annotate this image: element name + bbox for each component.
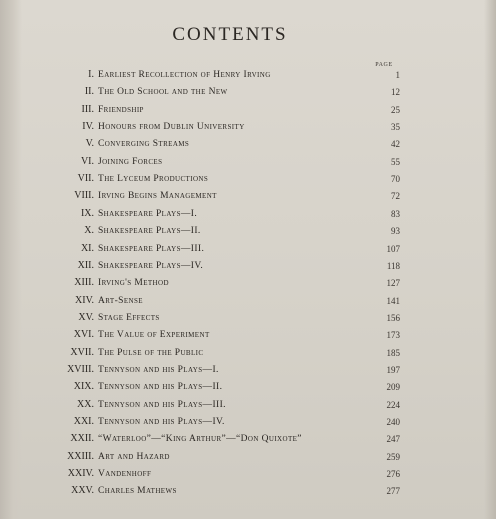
chapter-page-number: 141 <box>386 295 400 306</box>
toc-entry <box>40 328 400 342</box>
toc-entry <box>40 85 400 99</box>
chapter-page-number: 259 <box>386 451 400 462</box>
chapter-number: X. <box>84 225 94 237</box>
chapter-title: Earliest Recollection of Henry Irving <box>98 70 271 80</box>
chapter-title: The Value of Experiment <box>98 330 210 341</box>
chapter-page-number: 240 <box>386 417 400 427</box>
chapter-title: Friendship <box>98 104 144 115</box>
chapter-number: XXI. <box>73 416 94 427</box>
chapter-number: VIII. <box>74 190 94 202</box>
chapter-page-number: 72 <box>391 191 400 202</box>
chapter-number: XIV. <box>75 294 94 306</box>
chapter-title: Shakespeare Plays—IV. <box>98 260 204 271</box>
chapter-number: I. <box>88 69 94 80</box>
chapter-title: Stage Effects <box>98 312 160 323</box>
toc-entry <box>40 259 400 273</box>
toc-entry <box>40 155 400 169</box>
chapter-number: XX. <box>77 398 94 410</box>
chapter-page-number: 35 <box>391 122 400 133</box>
chapter-page-number: 70 <box>391 174 400 185</box>
chapter-title: “Waterloo”—“King Arthur”—“Don Quixote” <box>98 434 302 445</box>
chapter-page-number: 25 <box>391 104 400 115</box>
toc-entry <box>40 363 400 377</box>
chapter-page-number: 55 <box>391 156 400 167</box>
toc-entry <box>40 189 400 203</box>
chapter-number: VI. <box>80 155 94 167</box>
chapter-title: Irving's Method <box>98 278 169 289</box>
chapter-number: IX. <box>80 207 94 219</box>
chapter-title: Converging Streams <box>98 139 190 150</box>
chapter-page-number: 12 <box>391 87 400 98</box>
chapter-page-number: 83 <box>391 208 400 219</box>
toc-entry <box>40 242 400 256</box>
chapter-number: III. <box>81 103 94 115</box>
chapter-title: Shakespeare Plays—II. <box>98 226 201 237</box>
chapter-page-number: 107 <box>386 243 400 254</box>
toc-entry <box>40 450 400 464</box>
toc-entry <box>40 224 400 238</box>
toc-entry <box>40 137 400 151</box>
chapter-title: Shakespeare Plays—III. <box>98 243 205 254</box>
toc-entry <box>40 398 400 412</box>
toc-entry <box>40 415 400 429</box>
chapter-title: The Pulse of the Public <box>98 347 204 358</box>
chapter-page-number: 173 <box>386 330 400 341</box>
chapter-title: Art-Sense <box>98 295 143 306</box>
chapter-title: Tennyson and his Plays—I. <box>98 364 219 375</box>
chapter-page-number: 247 <box>386 434 400 445</box>
chapter-title: Charles Mathews <box>98 486 177 497</box>
toc-entry <box>40 172 400 186</box>
page-column-label: PAGE <box>375 62 393 68</box>
chapter-page-number: 118 <box>386 260 400 271</box>
page-gutter-shadow <box>0 0 22 519</box>
chapter-number: XXV. <box>71 485 94 497</box>
chapter-number: XXIII. <box>67 450 94 462</box>
chapter-title: Tennyson and his Plays—II. <box>98 382 223 393</box>
toc-entry <box>40 103 400 117</box>
chapter-page-number: 197 <box>386 364 400 375</box>
toc-entry <box>40 68 400 82</box>
toc-entry <box>40 380 400 394</box>
chapter-title: Joining Forces <box>98 156 163 167</box>
chapter-title: Art and Hazard <box>98 451 170 462</box>
chapter-title: The Old School and the New <box>98 87 228 98</box>
page-edge-shadow <box>484 0 496 519</box>
chapter-title: Vandenhoff <box>98 469 152 480</box>
chapter-page-number: 127 <box>386 278 400 289</box>
chapter-number: XXII. <box>70 433 94 445</box>
chapter-number: XII. <box>77 259 94 271</box>
chapter-number: IV. <box>82 121 94 133</box>
chapter-number: XVII. <box>70 346 94 358</box>
toc-entry <box>40 484 400 498</box>
chapter-page-number: 209 <box>386 382 400 393</box>
chapter-title: Irving Begins Management <box>98 191 217 202</box>
toc-entry <box>40 207 400 221</box>
toc-entry <box>40 346 400 360</box>
chapter-title: Tennyson and his Plays—III. <box>98 399 226 410</box>
page-title: CONTENTS <box>172 24 288 45</box>
chapter-page-number: 42 <box>391 139 400 150</box>
chapter-number: VII. <box>77 173 94 185</box>
toc-entry <box>40 311 400 325</box>
toc-entry <box>40 432 400 446</box>
toc-entry <box>40 276 400 290</box>
chapter-number: XIX. <box>73 381 94 393</box>
toc-entry <box>40 294 400 308</box>
chapter-number: V. <box>85 138 94 150</box>
chapter-number: XVIII. <box>67 363 94 375</box>
chapter-page-number: 224 <box>386 399 400 410</box>
chapter-number: XI. <box>80 242 94 254</box>
chapter-page-number: 185 <box>386 347 400 358</box>
chapter-title: The Lyceum Productions <box>98 174 209 185</box>
chapter-number: XIII. <box>74 277 94 289</box>
chapter-number: XV. <box>78 311 94 323</box>
chapter-page-number: 276 <box>386 469 400 480</box>
toc-entry <box>40 120 400 134</box>
chapter-number: XVI. <box>73 329 94 341</box>
chapter-title: Tennyson and his Plays—IV. <box>98 417 225 427</box>
chapter-page-number: 277 <box>386 486 400 497</box>
chapter-page-number: 1 <box>395 70 400 80</box>
chapter-title: Shakespeare Plays—I. <box>98 208 198 219</box>
chapter-number: II. <box>84 86 94 98</box>
toc-entry <box>40 467 400 481</box>
chapter-title: Honours from Dublin University <box>98 122 245 133</box>
chapter-number: XXIV. <box>67 468 94 480</box>
chapter-page-number: 93 <box>391 226 400 237</box>
chapter-page-number: 156 <box>386 312 400 323</box>
